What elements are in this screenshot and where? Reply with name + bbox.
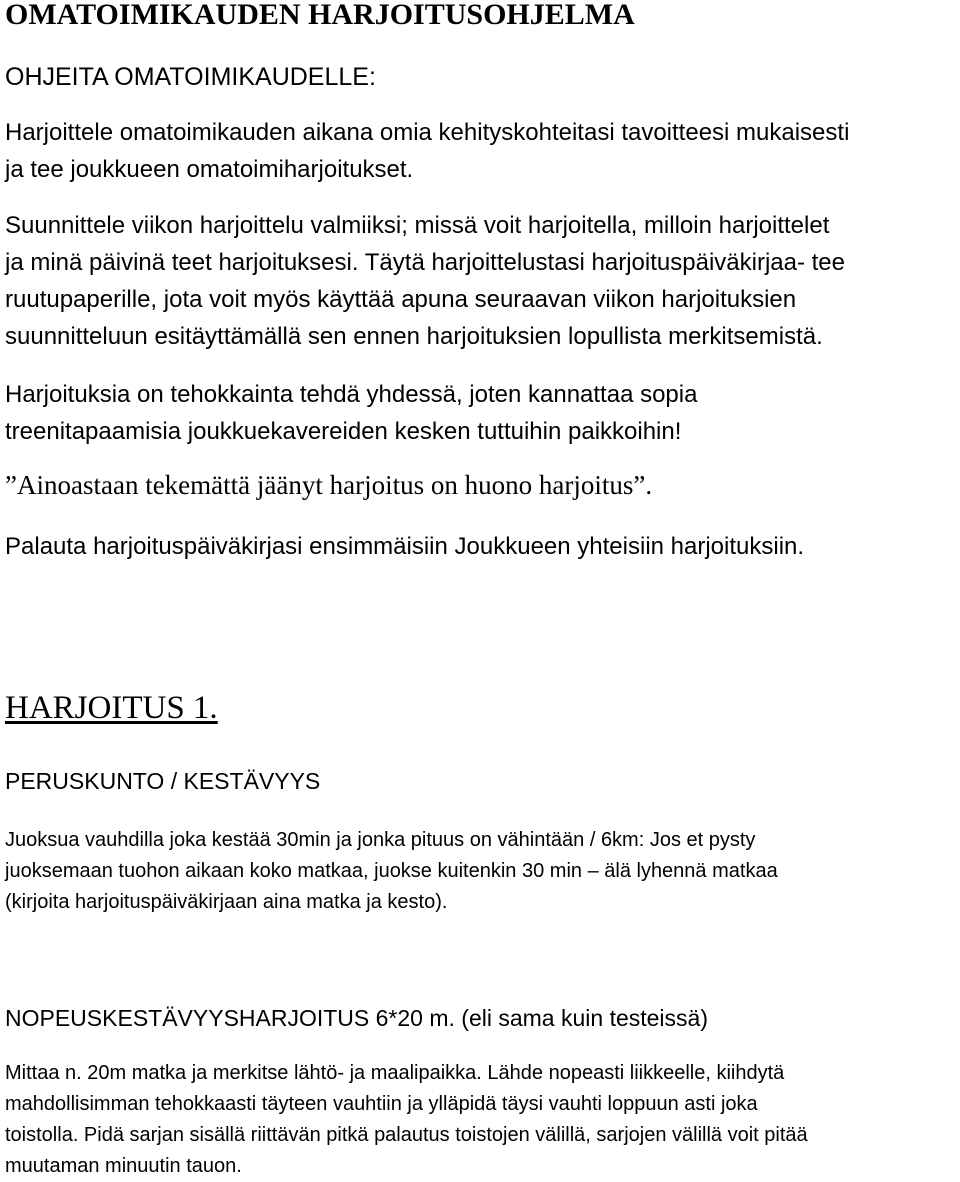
paragraph-together [5, 376, 697, 450]
section-line: (kirjoita harjoituspäiväkirjaan aina matka ja kesto). [5, 891, 448, 913]
paragraph-line: Harjoittele omatoimikauden aikana omia kehityskohteitasi tavoitteesi mukaisesti [5, 119, 850, 146]
exercise-heading: HARJOITUS 1. [5, 690, 218, 726]
paragraph-line: Harjoituksia on tehokkainta tehdä yhdessä, joten kannattaa sopia [5, 381, 698, 408]
paragraph-planning [5, 207, 845, 355]
section-line: muutaman minuutin tauon. [5, 1155, 242, 1177]
paragraph-line: Suunnittele viikon harjoittelu valmiiksi; missä voit harjoitella, milloin harjoittelet [5, 212, 830, 239]
section-line: toistolla. Pidä sarjan sisällä riittävän pitkä palautus toistojen välillä, sarjojen välillä voit pitää [5, 1124, 808, 1146]
motivational-quote: ”Ainoastaan tekemättä jäänyt harjoitus on huono harjoitus”. [5, 470, 653, 500]
paragraph-line: ja tee joukkueen omatoimiharjoitukset. [5, 156, 414, 183]
section-line: mahdollisimman tehokkaasti täyteen vauhtiin ja ylläpidä täysi vauhti loppuun asti joka [5, 1093, 758, 1115]
paragraph-line-part: Täytä harjoittelustasi harjoituspäiväkirjaa- tee [358, 249, 845, 276]
section-heading-speed-endurance: NOPEUSKESTÄVYYSHARJOITUS 6*20 m. (eli sama kuin testeissä) [5, 1005, 708, 1031]
paragraph-line: ruutupaperille, jota voit myös käyttää apuna seuraavan viikon harjoituksien [5, 286, 797, 313]
section-line: juoksemaan tuohon aikaan koko matkaa, juokse kuitenkin 30 min – älä lyhennä matkaa [5, 860, 778, 882]
paragraph-line-part: ja minä päivinä teet harjoituksesi. [5, 249, 359, 276]
document-title: OMATOIMIKAUDEN HARJOITUSOHJELMA [5, 0, 635, 31]
return-note: Palauta harjoituspäiväkirjasi ensimmäisiin Joukkueen yhteisiin harjoituksiin. [5, 533, 805, 560]
paragraph-line [5, 244, 845, 281]
section-line: Juoksua vauhdilla joka kestää 30min ja jonka pituus on vähintään / 6km: Jos et pysty [5, 829, 756, 851]
section-heading-endurance: PERUSKUNTO / KESTÄVYYS [5, 768, 321, 794]
section-text-speed-endurance [5, 1058, 808, 1182]
section-line: Mittaa n. 20m matka ja merkitse lähtö- ja maalipaikka. Lähde nopeasti liikkeelle, kiihdytä [5, 1062, 785, 1084]
section-text-endurance [5, 825, 778, 918]
paragraph-line: treenitapaamisia joukkuekavereiden kesken tuttuihin paikkoihin! [5, 418, 682, 445]
paragraph-intro [5, 114, 849, 188]
paragraph-line: suunnitteluun esitäyttämällä sen ennen harjoituksien lopullista merkitsemistä. [5, 323, 823, 350]
instructions-heading: OHJEITA OMATOIMIKAUDELLE: [5, 63, 376, 91]
